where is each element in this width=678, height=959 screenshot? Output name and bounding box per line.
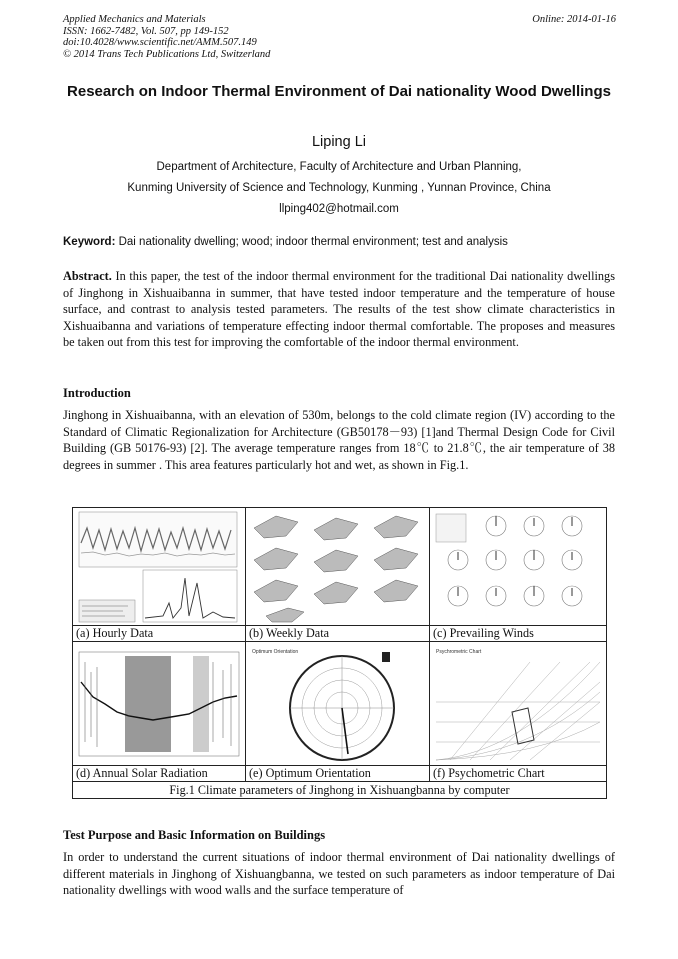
prevailing-winds-panel <box>430 508 607 626</box>
caption-optimum-orientation: (e) Optimum Orientation <box>246 766 430 782</box>
keywords <box>63 236 615 248</box>
introduction-text: Jinghong in Xishuaibanna, with an elevation of 530m, belongs to the cold climate region (IV) according to the Standard of Climatic Regionalization for Architecture (GB50178－93) [1]and Thermal Design Code for Civil Building (GB 50176-93) [2]. The average temperature ranges from 18℃ to 21.8℃, the air temperature of 38 degrees in summer . This area features particularly hot and wet, as shown in Fig.1. <box>63 408 615 472</box>
psychometric-chart-panel <box>430 642 607 766</box>
journal-name: Applied Mechanics and Materials <box>63 14 206 25</box>
optimum-orientation-graphic <box>246 642 430 765</box>
figure-1-caption: Fig.1 Climate parameters of Jinghong in Xishuangbanna by computer <box>73 782 607 799</box>
optimum-orientation-label: Optimum Orientation <box>252 649 299 655</box>
introduction-heading: Introduction <box>63 386 131 400</box>
caption-psychometric-chart: (f) Psychometric Chart <box>430 766 607 782</box>
caption-hourly-data: (a) Hourly Data <box>73 626 246 642</box>
affiliation-line-2: Kunming University of Science and Technology, Kunming , Yunnan Province, China <box>127 182 551 194</box>
paper-title: Research on Indoor Thermal Environment of Dai nationality Wood Dwellings <box>67 83 611 100</box>
caption-prevailing-winds: (c) Prevailing Winds <box>430 626 607 642</box>
annual-solar-radiation-graphic <box>73 642 246 765</box>
hourly-data-panel <box>73 508 246 626</box>
doi: doi:10.4028/www.scientific.net/AMM.507.149 <box>63 37 257 48</box>
psychometric-chart-graphic <box>430 642 607 765</box>
copyright: © 2014 Trans Tech Publications Ltd, Switzerland <box>63 48 271 60</box>
keyword-label: Keyword: <box>63 236 116 248</box>
abstract-label: Abstract. <box>63 269 112 283</box>
psychrometric-chart-label: Psychrometric Chart <box>436 649 482 655</box>
optimum-orientation-panel <box>246 642 430 766</box>
caption-weekly-data: (b) Weekly Data <box>246 626 430 642</box>
prevailing-winds-graphic <box>430 508 607 625</box>
author-name: Liping Li <box>311 134 366 150</box>
affiliation-line-1: Department of Architecture, Faculty of Architecture and Urban Planning, <box>156 161 522 173</box>
keyword-text: Dai nationality dwelling; wood; indoor thermal environment; test and analysis <box>115 236 508 248</box>
online-date: Online: 2014-01-16 <box>532 14 616 25</box>
weekly-data-panel <box>246 508 430 626</box>
hourly-data-graphic <box>73 508 246 625</box>
test-purpose-heading: Test Purpose and Basic Information on Buildings <box>63 828 326 842</box>
weekly-data-graphic <box>246 508 430 625</box>
journal-header <box>63 14 270 60</box>
test-purpose-text: In order to understand the current situations of indoor thermal environment of Dai nationality dwellings of different materials in Jinghong of Xishuangbanna, we tested on such parameters as indoor temperature of Dai nationality dwellings with wood walls and the surface temperature of <box>63 850 615 897</box>
figure-1-table <box>72 507 607 799</box>
caption-annual-solar-radiation: (d) Annual Solar Radiation <box>73 766 246 782</box>
abstract <box>63 268 615 351</box>
author-email: llping402@hotmail.com <box>279 203 399 215</box>
annual-solar-radiation-panel <box>73 642 246 766</box>
issn: ISSN: 1662-7482, Vol. 507, pp 149-152 <box>63 25 229 37</box>
abstract-text: In this paper, the test of the indoor thermal environment for the traditional Dai nationality dwellings of Jinghong in Xishuaibanna in summer, that have tested indoor temperature and the temperature of house surface, and contrast to analysis tested parameters. The results of the test show climate characteristics in Xishuaibanna and variations of temperature effecting indoor thermal comfortable. The proposes and measures be taken out from this test for improving the comfortable of the indoor thermal environment. <box>63 269 615 349</box>
